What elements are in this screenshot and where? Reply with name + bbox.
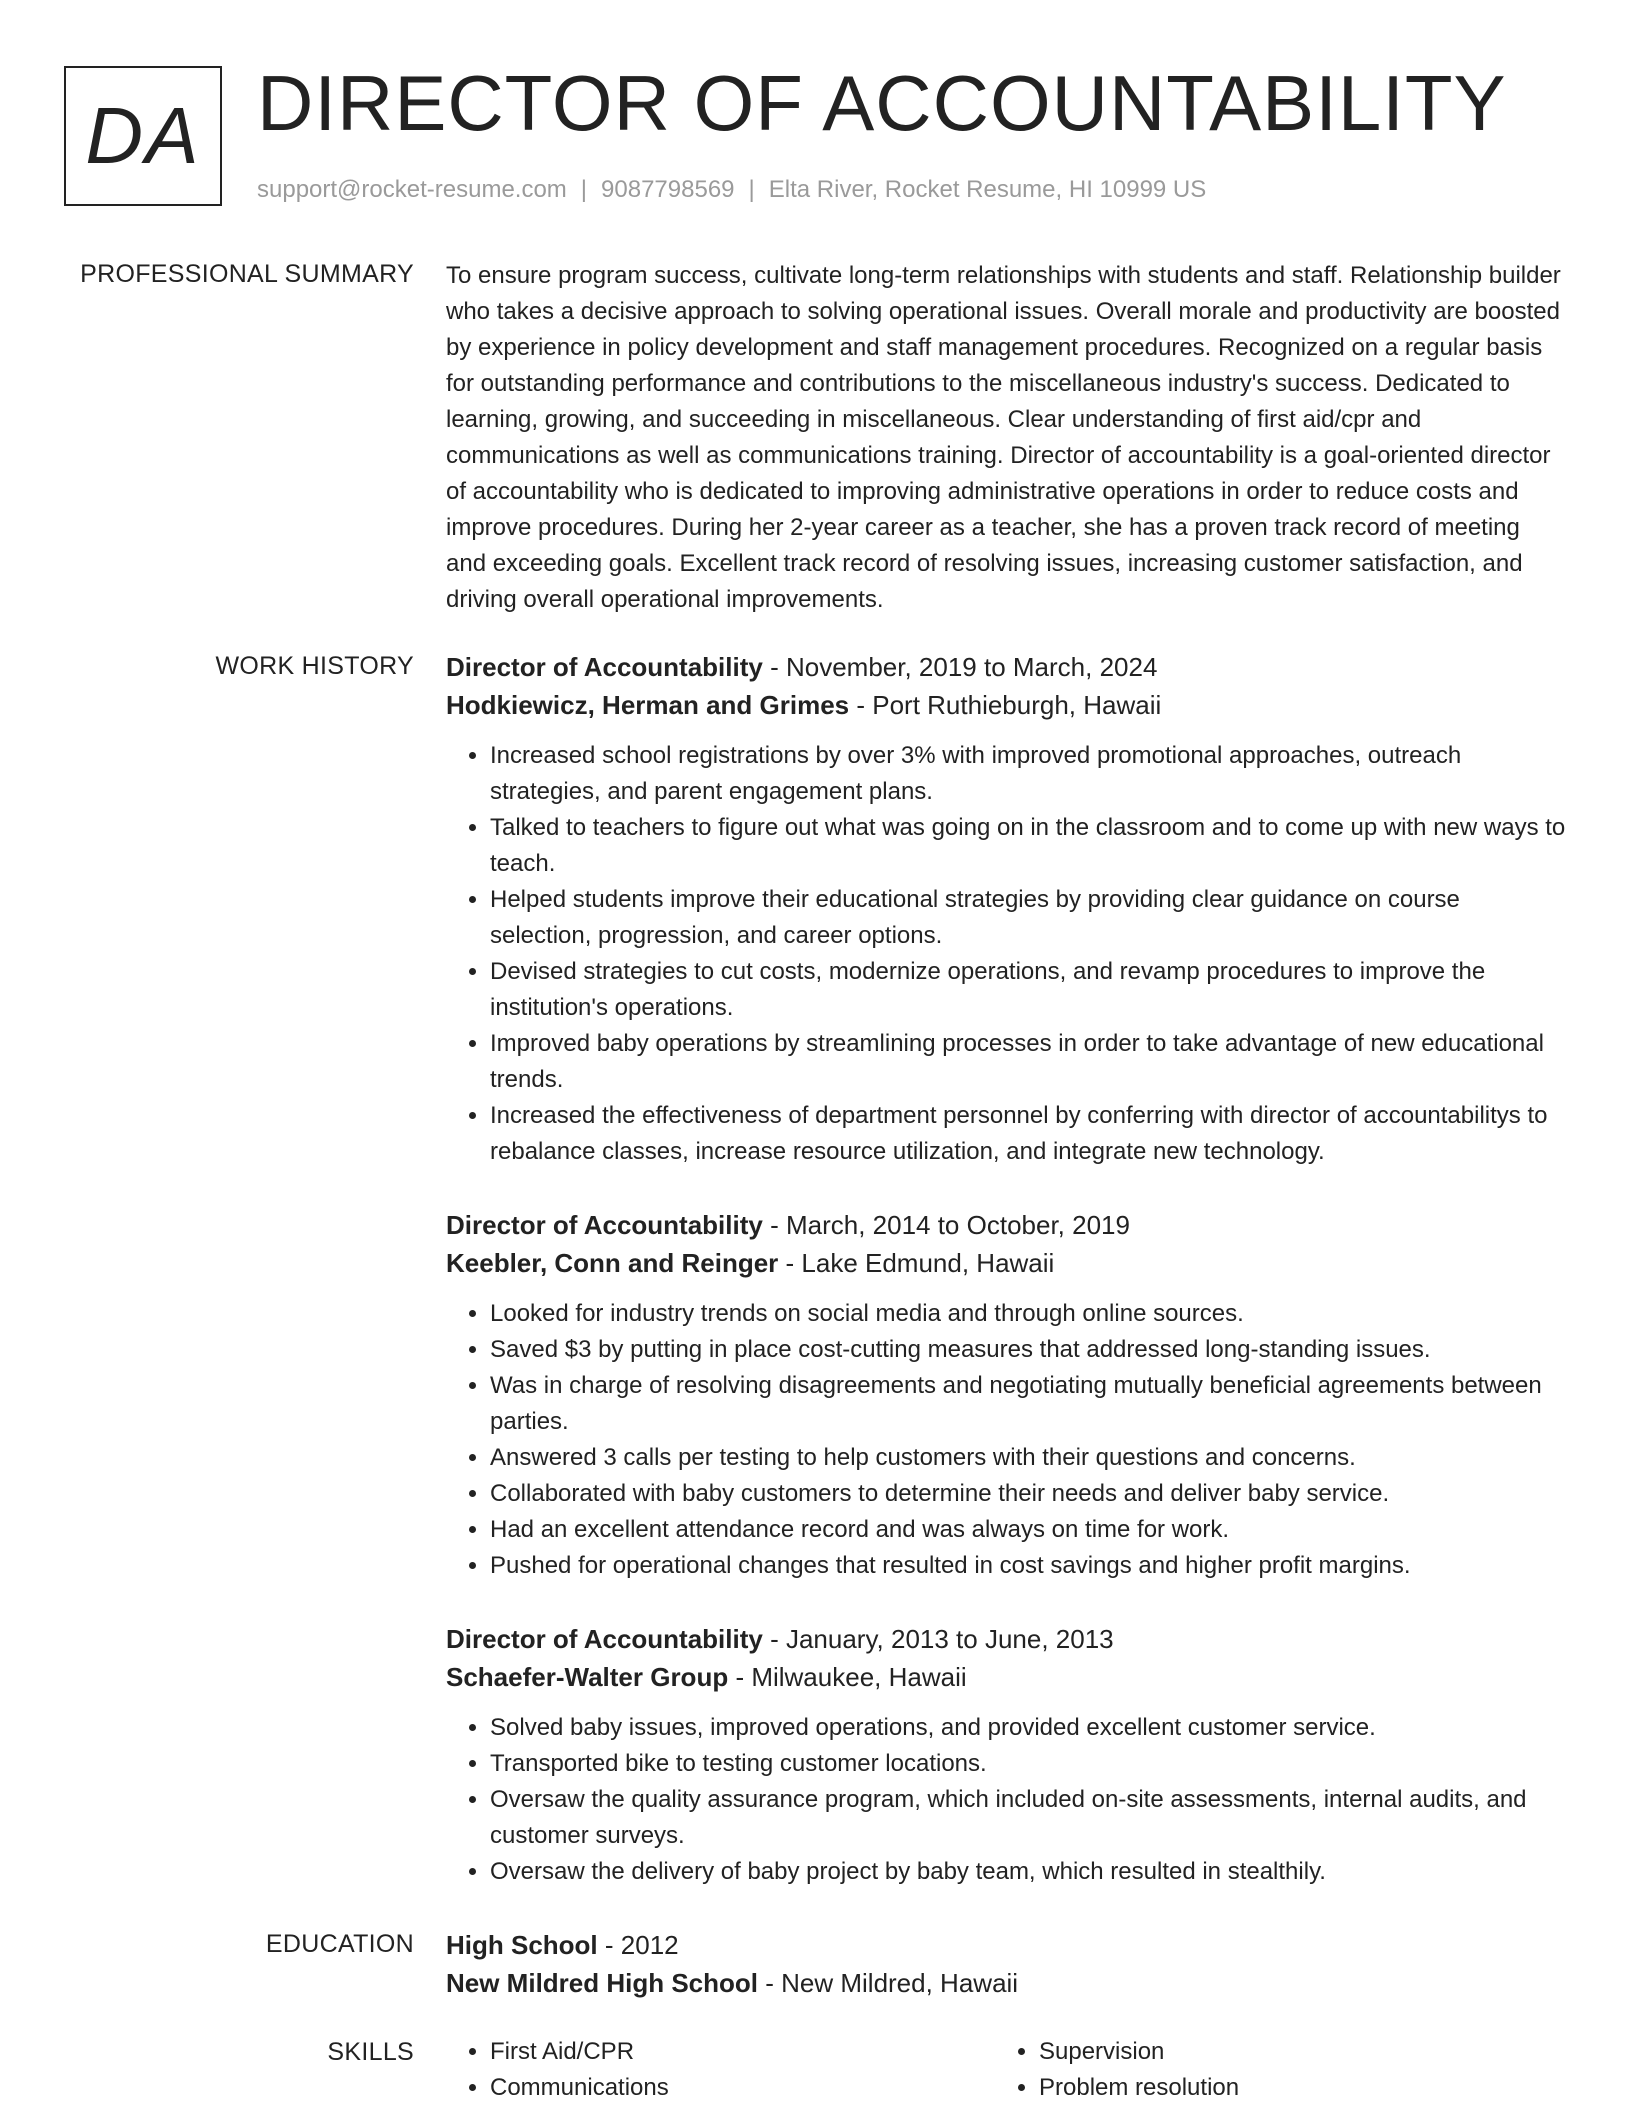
job-dates: - January, 2013 to June, 2013 [762, 1624, 1114, 1654]
section-label-summary: PROFESSIONAL SUMMARY [80, 260, 414, 288]
work-history-section [446, 648, 1566, 1926]
job-company: Schaefer-Walter Group [446, 1662, 729, 1692]
education-degree: High School [446, 1930, 598, 1960]
summary-text: To ensure program success, cultivate long-term relationships with students and staff. Relationship builder who takes a decisive approach to solving operational issues. Overall morale and productivity are boosted by experience in policy development and staff management procedures. Recognized on a regular basis for outstanding performance and contributions to the miscellaneous industry's success. Dedicated to learning, growing, and succeeding in miscellaneous. Clear understanding of first aid/cpr and communications as well as communications training. Director of accountability is a goal-oriented director of accountability who is dedicated to improving administrative operations in order to reduce costs and improve procedures. During her 2-year career as a teacher, she has a proven track record of meeting and exceeding goals. Excellent track record of resolving issues, increasing customer satisfaction, and driving overall operational improvements. [446, 262, 1561, 613]
job-entry [446, 648, 1566, 1170]
job-bullet: • Answered 3 calls per testing to help customers with their questions and concerns. [490, 1440, 1566, 1476]
job-bullet: • Oversaw the quality assurance program, which included on-site assessments, internal audits, and customer surveys. [490, 1782, 1566, 1854]
skills-column-right [995, 2034, 1544, 2106]
contact-line [257, 176, 1206, 204]
skill-item: • Supervision [1039, 2034, 1544, 2070]
job-bullet: • Was in charge of resolving disagreements and negotiating mutually beneficial agreements between parties. [490, 1368, 1566, 1440]
job-company-line [446, 1658, 1566, 1696]
job-location: - Lake Edmund, Hawaii [778, 1248, 1055, 1278]
job-bullet: • Helped students improve their educational strategies by providing clear guidance on course selection, progression, and career options. [490, 882, 1566, 954]
education-location: - New Mildred, Hawaii [758, 1968, 1019, 1998]
job-bullet: • Saved $3 by putting in place cost-cutting measures that addressed long-standing issues. [490, 1332, 1566, 1368]
job-bullet: • Talked to teachers to figure out what was going on in the classroom and to come up with new ways to teach. [490, 810, 1566, 882]
job-bullet: • Oversaw the delivery of baby project by baby team, which resulted in stealthily. [490, 1854, 1566, 1890]
monogram-logo: DA [64, 66, 222, 206]
skill-item: • Communications [490, 2070, 995, 2106]
contact-separator: | [580, 176, 588, 203]
skill-item: • First Aid/CPR [490, 2034, 995, 2070]
education-degree-line [446, 1926, 1566, 1964]
job-dates: - November, 2019 to March, 2024 [762, 652, 1158, 682]
contact-phone[interactable]: 9087798569 [601, 176, 735, 203]
section-label-skills: SKILLS [327, 2038, 414, 2066]
job-bullet: • Increased the effectiveness of department personnel by conferring with director of accountabilitys to rebalance classes, increase resource utilization, and integrate new technology. [490, 1098, 1566, 1170]
job-company-line [446, 1244, 1566, 1282]
contact-separator: | [748, 176, 755, 203]
job-bullet: • Devised strategies to cut costs, modernize operations, and revamp procedures to improve the institution's operations. [490, 954, 1566, 1026]
job-company: Keebler, Conn and Reinger [446, 1248, 779, 1278]
job-location: - Milwaukee, Hawaii [728, 1662, 967, 1692]
job-dates: - March, 2014 to October, 2019 [762, 1210, 1130, 1240]
skills-grid [446, 2034, 1566, 2106]
job-bullets [446, 1710, 1566, 1890]
summary-section [446, 258, 1566, 618]
job-title-line [446, 648, 1566, 686]
job-entry [446, 1620, 1566, 1890]
skills-section [446, 2034, 1566, 2106]
job-company-line [446, 686, 1566, 724]
job-location: - Port Ruthieburgh, Hawaii [849, 690, 1162, 720]
job-bullets [446, 1296, 1566, 1584]
job-title: Director of Accountability [446, 1210, 763, 1240]
section-label-work: WORK HISTORY [215, 652, 414, 680]
job-title-line [446, 1620, 1566, 1658]
education-school: New Mildred High School [446, 1968, 759, 1998]
resume-title: DIRECTOR OF ACCOUNTABILITY [257, 59, 1507, 147]
education-school-line [446, 1964, 1566, 2002]
job-bullet: • Increased school registrations by over 3% with improved promotional approaches, outreach strategies, and parent engagement plans. [490, 738, 1566, 810]
job-title: Director of Accountability [446, 652, 763, 682]
contact-email[interactable]: support@rocket-resume.com [257, 176, 567, 203]
job-title-line [446, 1206, 1566, 1244]
job-company: Hodkiewicz, Herman and Grimes [446, 690, 850, 720]
job-title: Director of Accountability [446, 1624, 763, 1654]
job-bullet: • Solved baby issues, improved operations, and provided excellent customer service. [490, 1710, 1566, 1746]
job-bullet: • Collaborated with baby customers to determine their needs and deliver baby service. [490, 1476, 1566, 1512]
job-bullet: • Had an excellent attendance record and was always on time for work. [490, 1512, 1566, 1548]
job-bullet: • Pushed for operational changes that resulted in cost savings and higher profit margins. [490, 1548, 1566, 1584]
job-bullet: • Looked for industry trends on social media and through online sources. [490, 1296, 1566, 1332]
job-entry [446, 1206, 1566, 1584]
skills-column-left [446, 2034, 995, 2106]
contact-address: Elta River, Rocket Resume, HI 10999 US [768, 176, 1207, 203]
job-bullets [446, 738, 1566, 1170]
education-section [446, 1926, 1566, 2002]
skill-item: • Problem resolution [1039, 2070, 1544, 2106]
job-bullet: • Improved baby operations by streamlining processes in order to take advantage of new educational trends. [490, 1026, 1566, 1098]
job-bullet: • Transported bike to testing customer locations. [490, 1746, 1566, 1782]
education-year: - 2012 [597, 1930, 679, 1960]
section-label-education: EDUCATION [265, 1930, 414, 1958]
